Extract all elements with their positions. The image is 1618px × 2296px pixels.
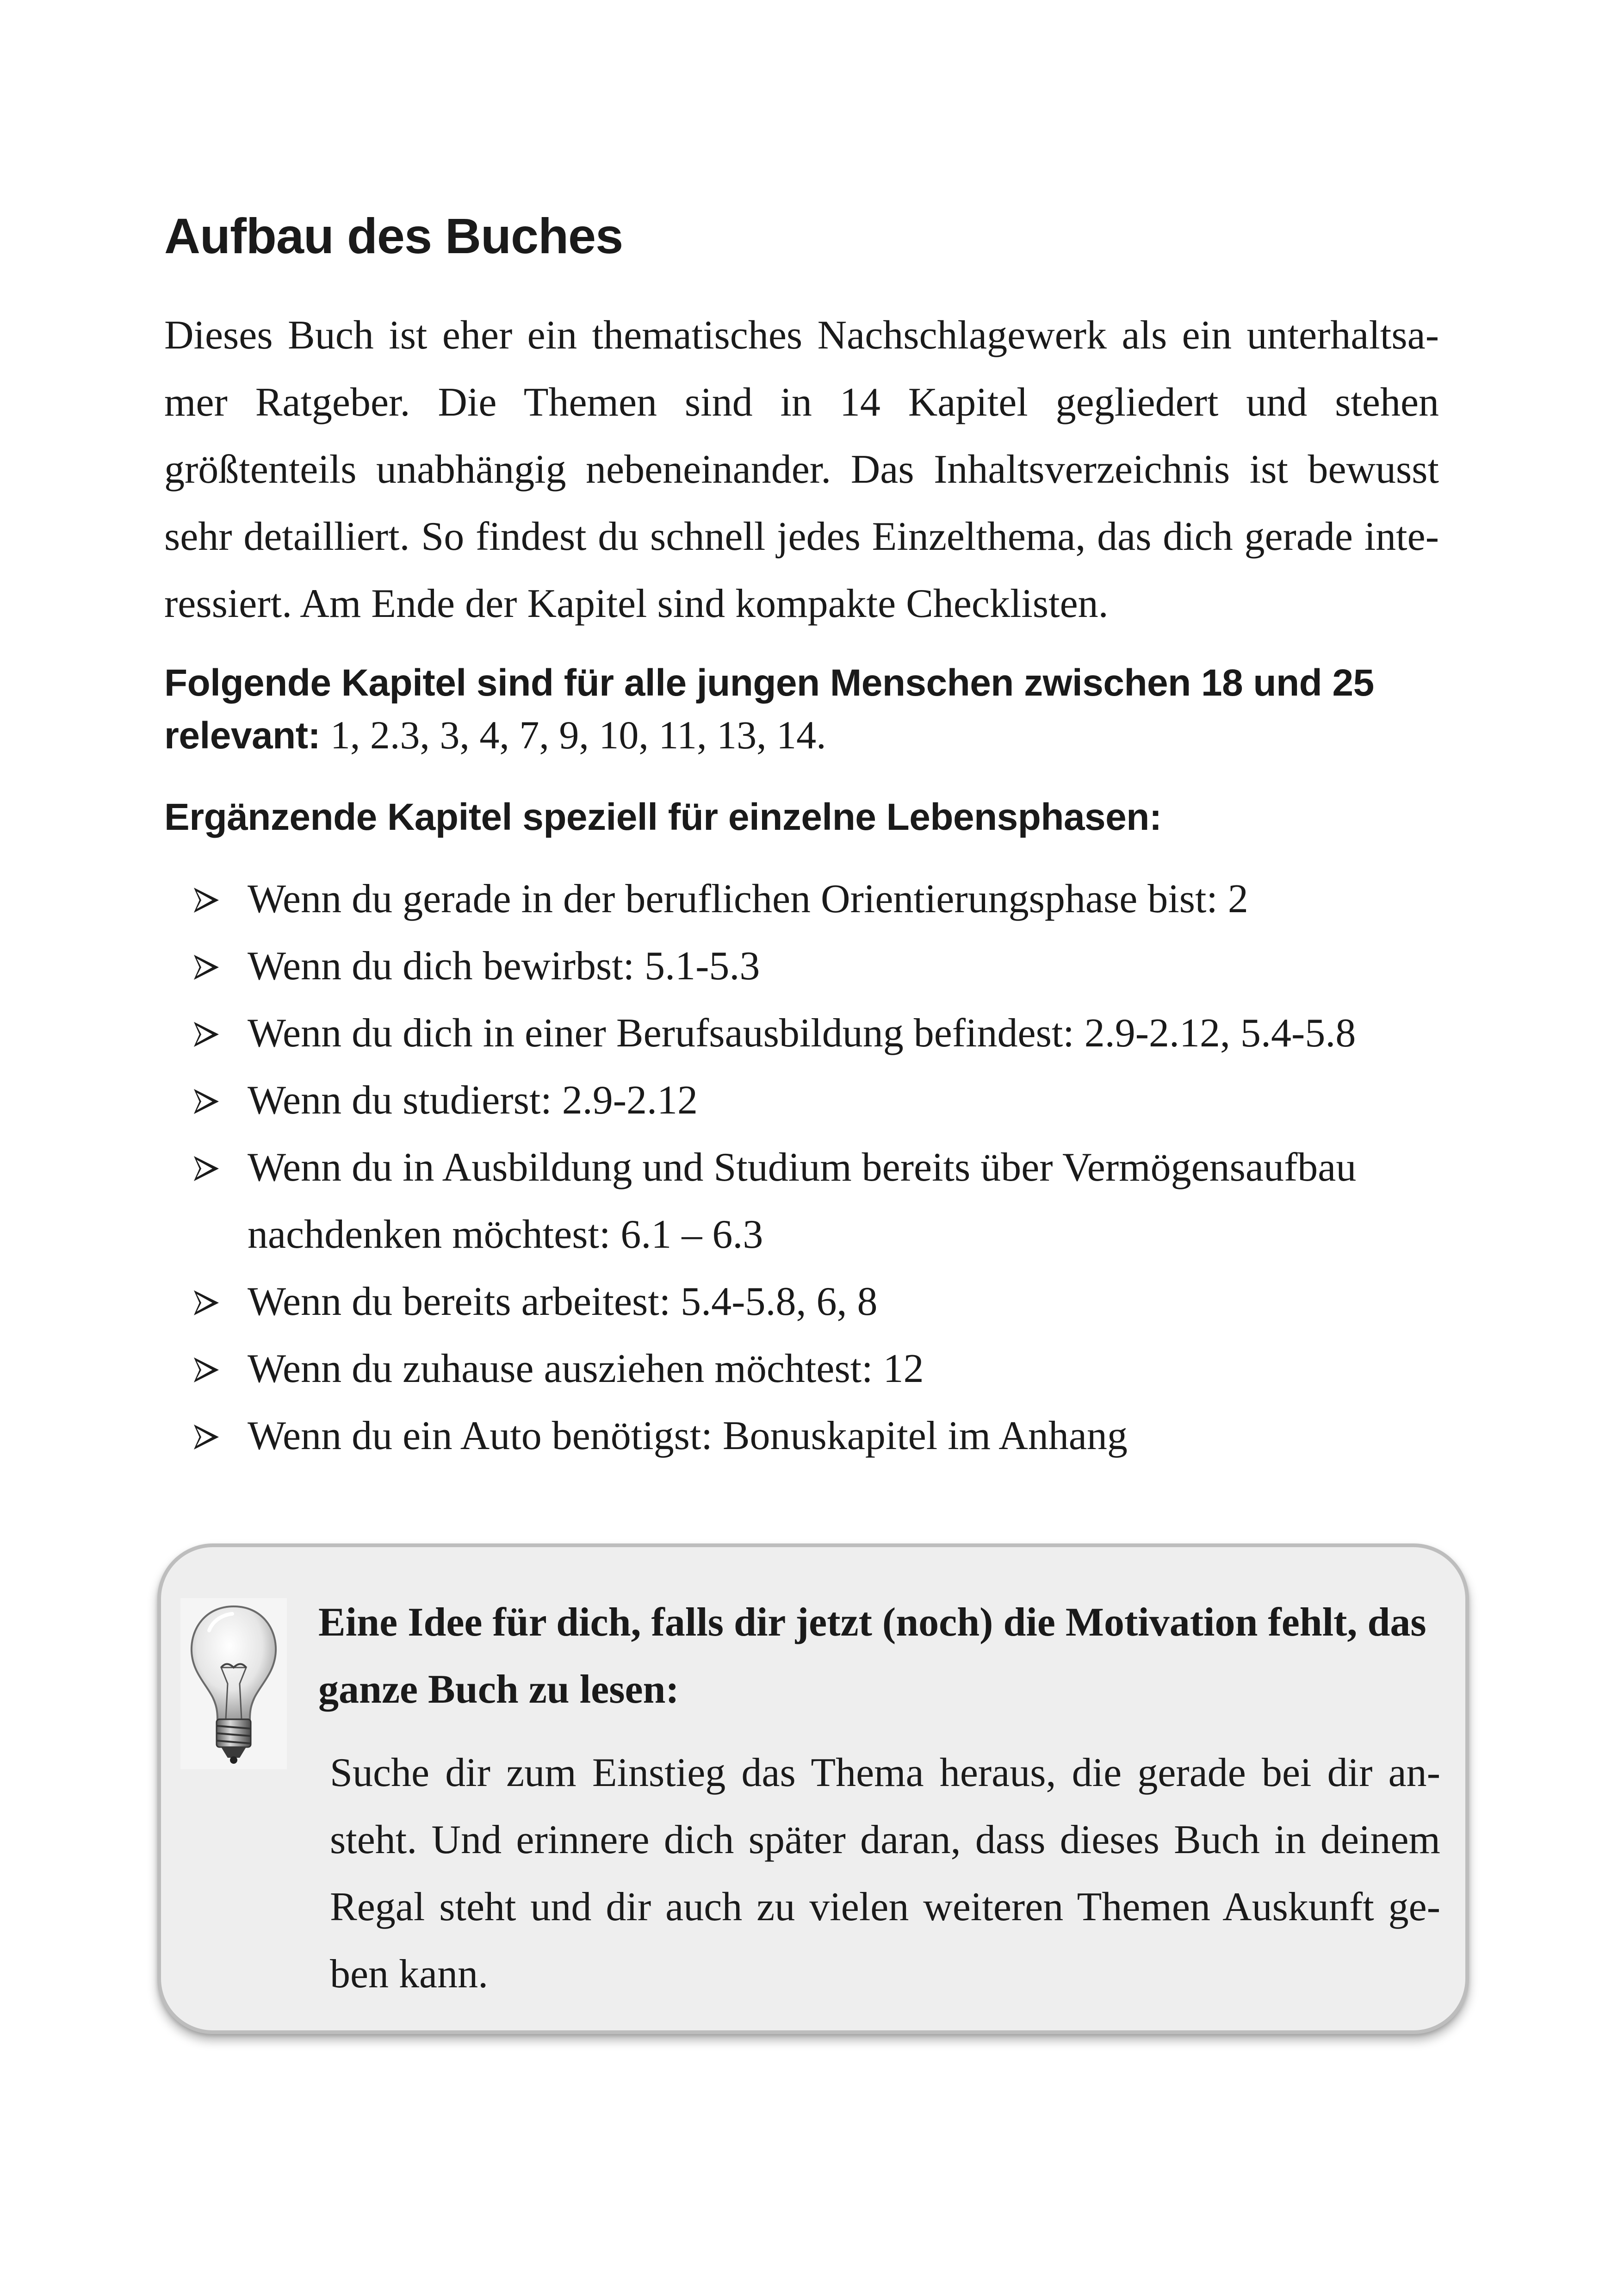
phase-item [192,865,1441,933]
all-chapters-label: Folgende Kapitel sind für alle jungen Menschen zwischen 18 und 25 relevant: [164,662,1374,757]
phase-item [192,1402,1441,1469]
phase-item-text: Wenn du bereits arbeitest: 5.4-5.8, 6, 8 [248,1279,878,1324]
intro-paragraph: Dieses Buch ist eher ein thematisches Nachschlagewerk als ein unterhaltsamer Ratgeber. Die Themen sind in 14 Kapitel gegliedert und stehen größtenteils unabhängig nebeneinander. Das Inhaltsverzeichnis ist bewusst sehr detailliert. So findest du schnell jedes Einzelthema, das dich gerade interessiert. Am Ende der Kapitel sind kompakte Checklisten. [164,313,1439,626]
phase-item [192,1067,1441,1134]
tip-box [157,1543,1469,2034]
all-chapters-value: 1, 2.3, 3, 4, 7, 9, 10, 11, 13, 14. [320,713,826,757]
phase-item [192,1335,1441,1402]
phases-list [192,865,1441,1469]
arrow-bullet-icon [192,1402,224,1469]
arrow-bullet-icon [192,1268,224,1335]
arrow-bullet-icon [192,865,224,933]
arrow-bullet-icon [192,1335,224,1402]
arrow-bullet-icon [192,1134,224,1201]
phase-item-text: Wenn du ein Auto benötigst: Bonuskapitel im Anhang [248,1413,1128,1458]
phase-item-text: Wenn du dich in einer Berufsausbildung befindest: 2.9-2.12, 5.4-5.8 [248,1011,1356,1056]
phase-item-text: Wenn du gerade in der beruflichen Orientierungsphase bist: 2 [248,877,1248,921]
phase-item [192,1268,1441,1335]
phases-heading: Ergänzende Kapitel speziell für einzelne Lebensphasen: [164,796,1162,838]
phase-item-text: Wenn du zuhause ausziehen möchtest: 12 [248,1346,924,1391]
phase-item-text: Wenn du studierst: 2.9-2.12 [248,1078,698,1123]
phase-item [192,933,1441,1000]
phase-item [192,1134,1441,1268]
tip-body: Suche dir zum Einstieg das Thema heraus, die gerade bei dir ansteht. Und erinnere dich später daran, dass dieses Buch in deinem Regal steht und dir auch zu vielen weiteren Themen Auskunft geben kann. [330,1750,1440,1997]
arrow-bullet-icon [192,1067,224,1134]
tip-heading: Eine Idee für dich, falls dir jetzt (noch) die Motivation fehlt, das ganze Buch zu lesen: [318,1600,1426,1712]
phase-item-text: Wenn du in Ausbildung und Studium bereits über Vermögensaufbau nachdenken möchtest: 6.1 – 6.3 [248,1145,1357,1257]
lightbulb-icon [180,1598,287,1769]
arrow-bullet-icon [192,933,224,1000]
phase-item [192,1000,1441,1067]
phase-item-text: Wenn du dich bewirbst: 5.1-5.3 [248,944,760,989]
arrow-bullet-icon [192,1000,224,1067]
page-title: Aufbau des Buches [164,208,623,264]
all-chapters-paragraph [164,657,1439,762]
